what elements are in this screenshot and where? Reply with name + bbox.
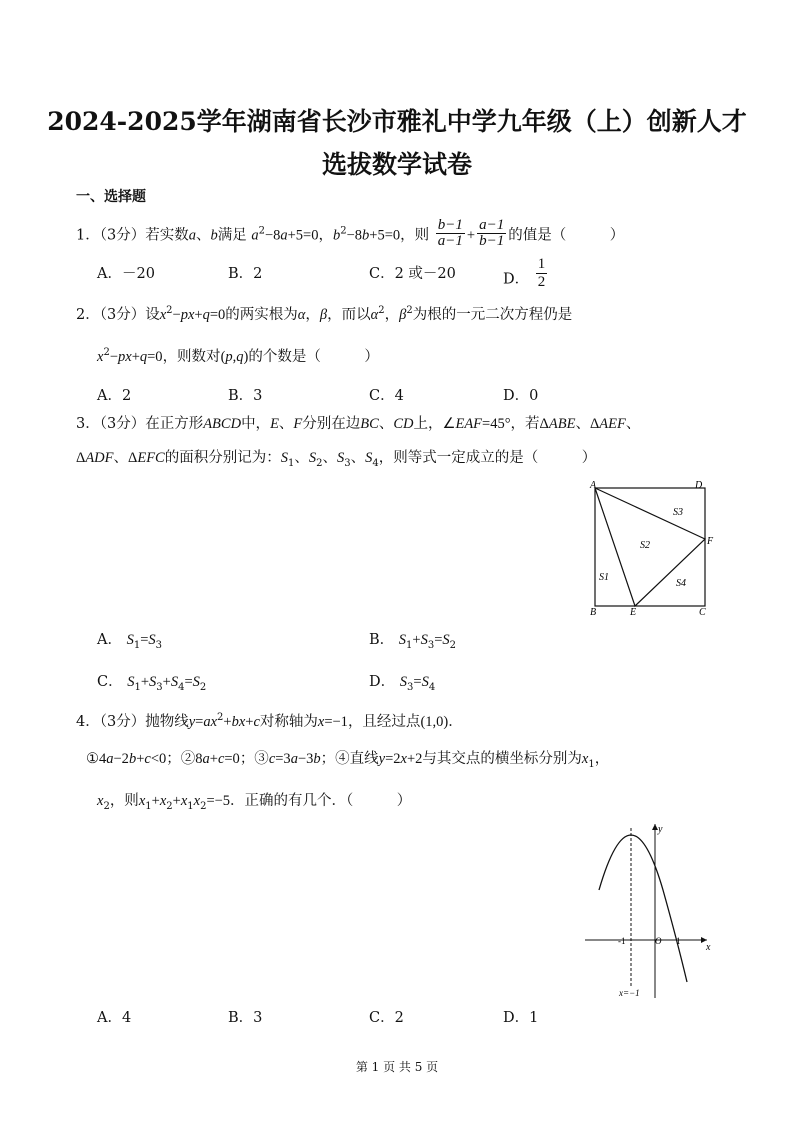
label-a: A (590, 480, 597, 491)
tick-neg-1: -1 (618, 936, 626, 946)
q3-option-b: B． $S_1+S_3=S_2$ (369, 632, 457, 651)
q4-option-d: D．1 (503, 1010, 539, 1026)
label-s1: S1 (599, 572, 609, 583)
label-s4: S4 (676, 578, 686, 589)
q2-option-a: A．2 (97, 388, 132, 404)
label-s3: S3 (673, 507, 683, 518)
q1-option-b: B．2 (228, 266, 263, 282)
label-b: B (590, 607, 597, 618)
axis-y-label: y (658, 824, 663, 835)
question-1: 1．（3分）若实数a、b满足 $a^2-8a+5=0$，$b^2-8b+5=0$，则 $\frac{b-1}{a-1}$ + $\frac{a-1}{b-1}$ 的值是（ ） (76, 217, 625, 249)
page-title-line-2: 选拔数学试卷 (321, 150, 472, 179)
symmetry-label: x=−1 (619, 988, 640, 998)
question-2-line-1: 2．（3分）设$x^2-px+q=0$的两实根为α，β，而以$\alpha^2$，$\beta^2$为根的一元二次方程仍是 (76, 305, 573, 323)
label-d: D (695, 480, 703, 491)
parabola-figure (585, 820, 715, 1000)
question-2-line-2: $x^2-px+q=0$，则数对(p,q)的个数是（ ） (97, 347, 379, 365)
label-f: F (707, 536, 714, 547)
q1-option-c: C．2 或－20 (369, 266, 456, 282)
axis-x-label: x (706, 942, 711, 953)
question-3-line-2: ΔADF、ΔEFC的面积分别记为：$S_1$、$S_2$、$S_3$、$S_4$，则等式一定成立的是（ ） (76, 450, 597, 469)
page-title-line-1: 2024-2025学年湖南省长沙市雅礼中学九年级（上）创新人才 (47, 107, 747, 136)
question-4-line-2: ①4a−2b+c<0；②8a+c=0；③c=3a−3b；④直线y=2x+2与其交点的横坐标分别为$x_1$， (86, 751, 610, 770)
q4-option-b: B．3 (228, 1010, 263, 1026)
label-c: C (699, 607, 706, 618)
q2-option-d: D．0 (503, 388, 539, 404)
question-4-line-1: 4．（3分）抛物线$y=ax^2+bx+c$对称轴为x=−1，且经过点(1,0)． (76, 712, 463, 730)
q2-option-c: C．4 (369, 388, 404, 404)
question-4-line-3: $x_2$，则$x_1+x_2+x_1x_2=-5$．正确的有几个．（ ） (97, 793, 412, 812)
section-heading: 一、选择题 (76, 189, 146, 205)
page-footer: 第 1 页 共 5 页 (355, 1060, 439, 1074)
label-e: E (630, 607, 637, 618)
q1-option-a: A．－20 (97, 266, 155, 282)
q4-option-c: C．2 (369, 1010, 404, 1026)
square-figure (585, 478, 715, 618)
q1-option-d: D． $\frac{1}{2}$ (503, 256, 546, 290)
label-s2: S2 (640, 540, 650, 551)
question-3-line-1: 3．（3分）在正方形ABCD中，E、F分别在边BC、CD上，∠EAF=45°，若ΔABE、ΔAEF、 (76, 416, 641, 432)
q4-option-a: A．4 (97, 1010, 132, 1026)
origin-label: O (655, 936, 662, 946)
tick-1: 1 (676, 936, 681, 946)
q2-option-b: B．3 (228, 388, 263, 404)
q3-option-d: D． $S_3=S_4$ (369, 674, 436, 693)
q3-option-a: A． $S_1=S_3$ (97, 632, 163, 651)
q3-option-c: C． $S_1+S_3+S_4=S_2$ (97, 674, 207, 693)
